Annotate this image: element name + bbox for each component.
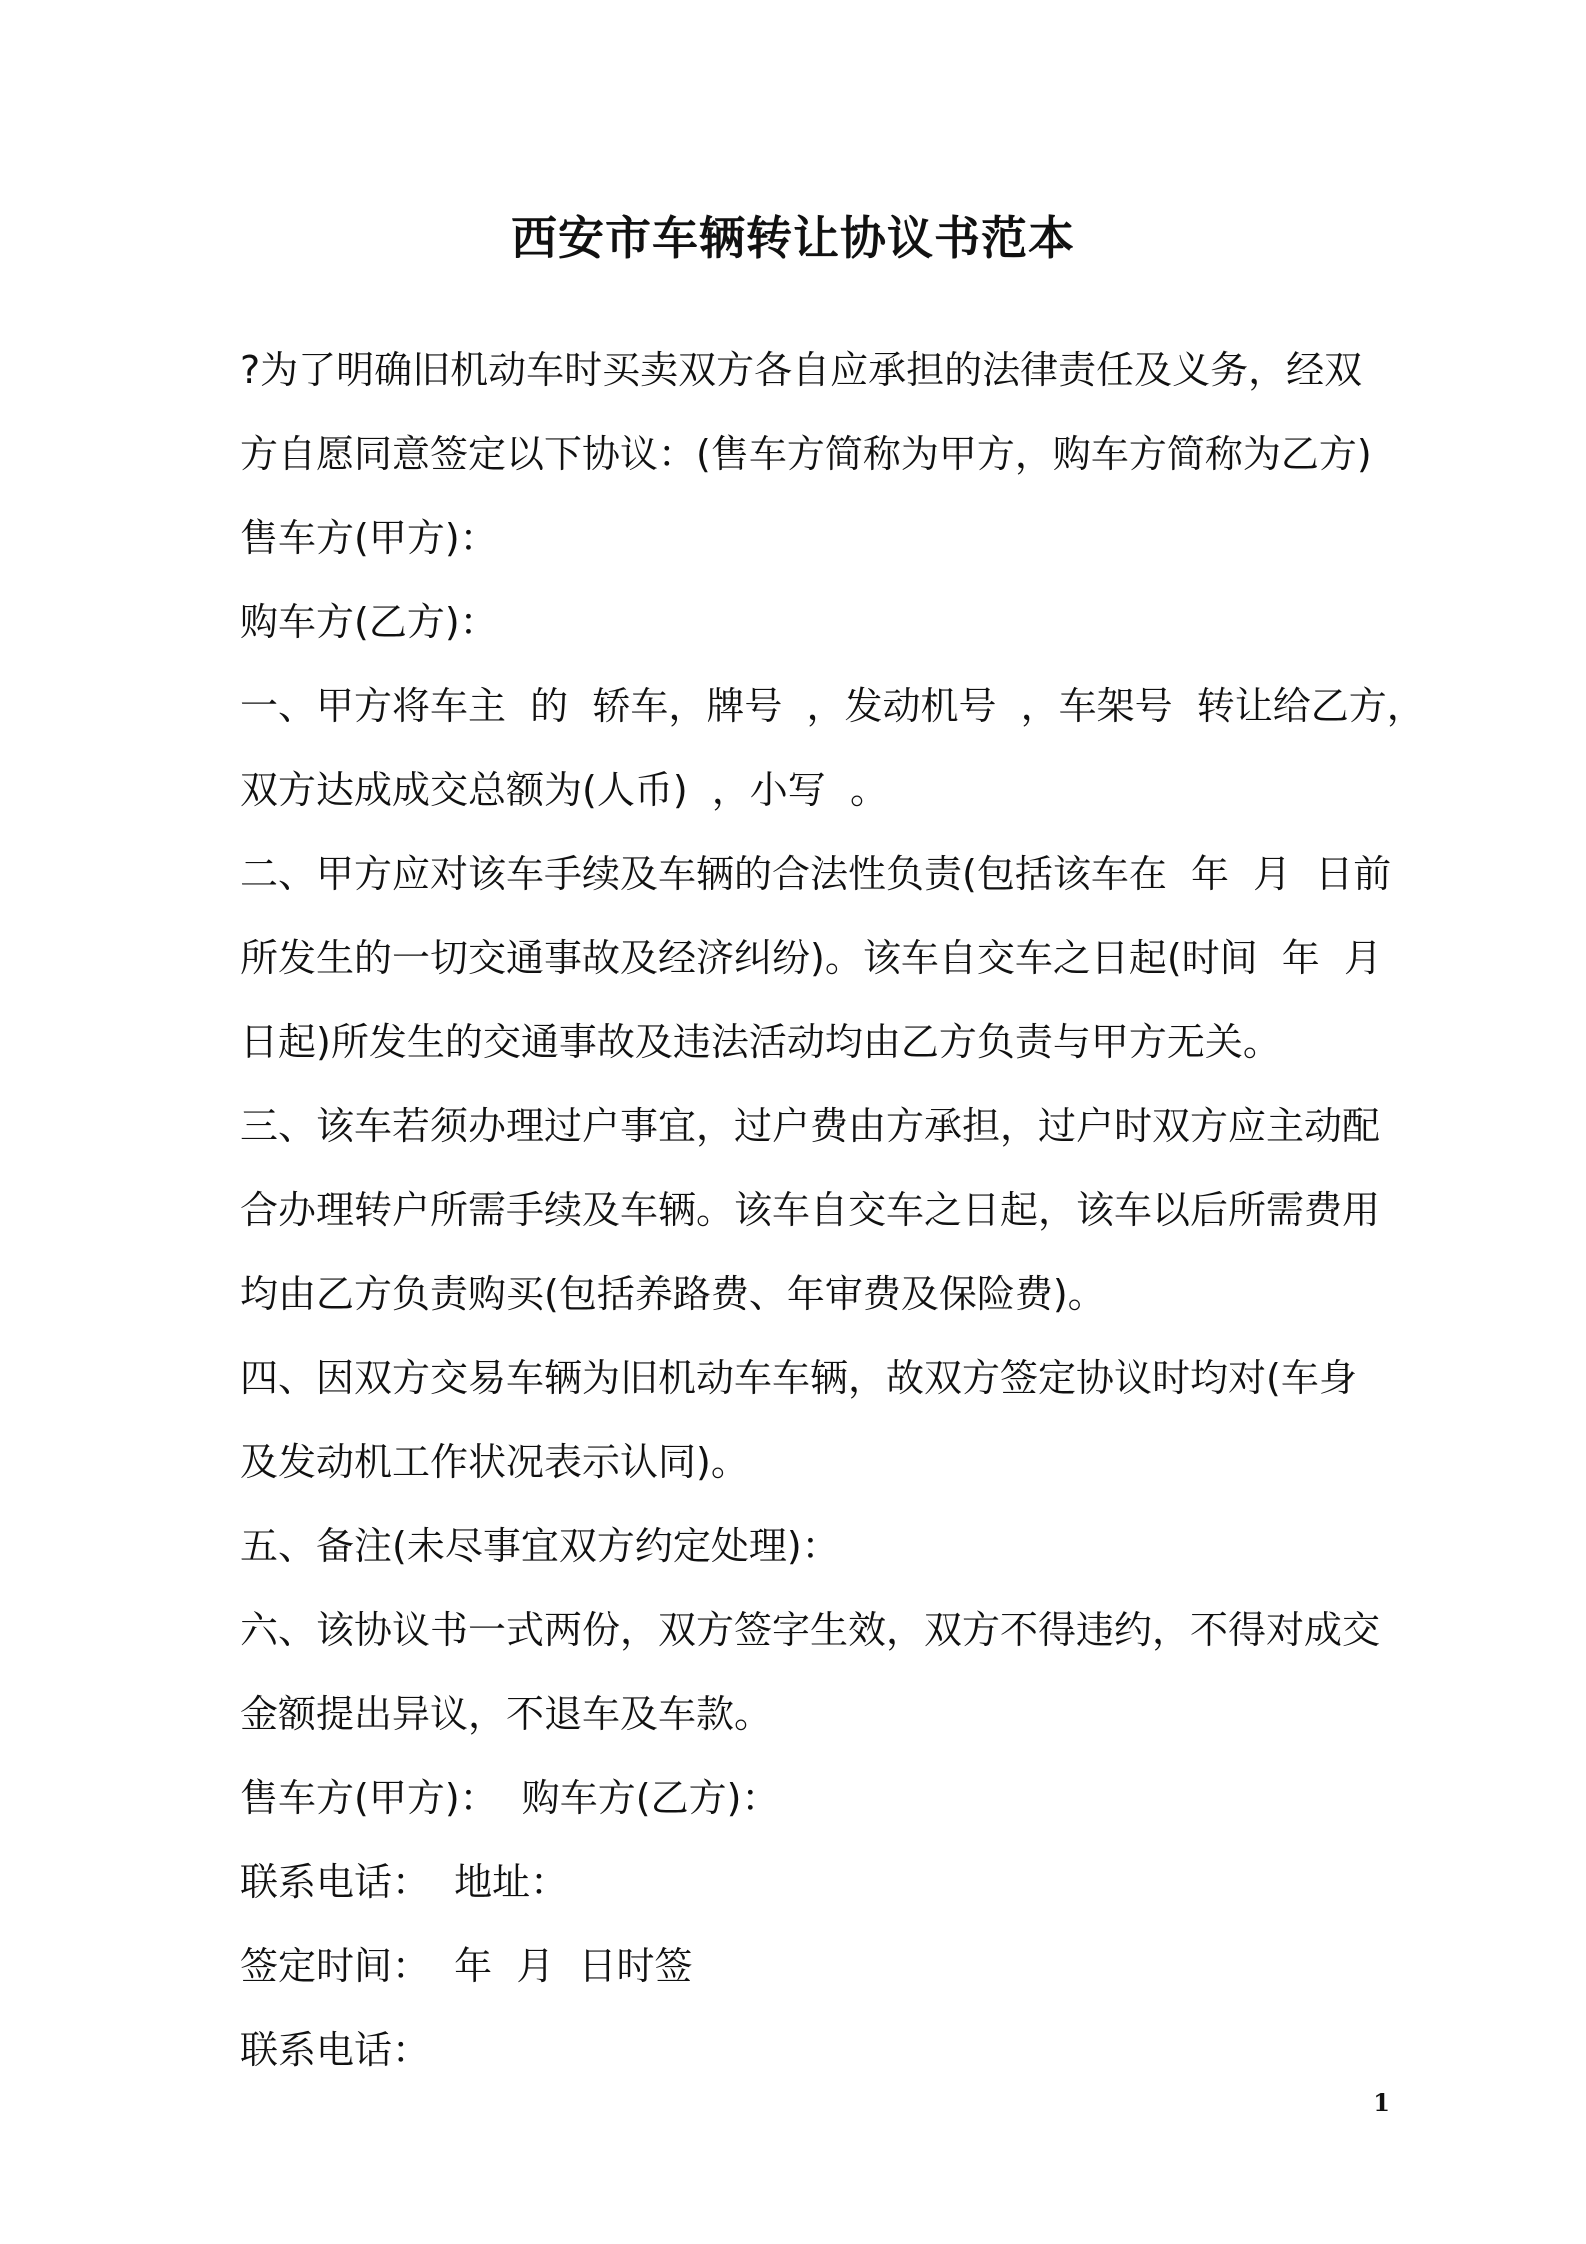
- document-title: 西安市车辆转让协议书范本: [511, 211, 1075, 265]
- body-line: 日起)所发生的交通事故及违法活动均由乙方负责与甲方无关。: [240, 1020, 1281, 1064]
- body-line: 四、因双方交易车辆为旧机动车车辆，故双方签定协议时均对(车身: [240, 1356, 1357, 1400]
- body-line: 售车方(甲方)： 购车方(乙方)：: [240, 1776, 780, 1820]
- body-line: 五、备注(未尽事宜双方约定处理)：: [240, 1524, 840, 1568]
- body-line: 购车方(乙方)：: [240, 600, 498, 644]
- body-line: 所发生的一切交通事故及经济纠纷)。该车自交车之日起(时间 年 月: [240, 936, 1382, 980]
- body-line: 三、该车若须办理过户事宜，过户费由方承担，过户时双方应主动配: [240, 1104, 1381, 1148]
- page-number: 1: [1373, 2088, 1390, 2117]
- body-line: 金额提出异议，不退车及车款。: [240, 1692, 773, 1736]
- body-line: 售车方(甲方)：: [240, 516, 498, 560]
- body-line: 方自愿同意签定以下协议：(售车方简称为甲方，购车方简称为乙方): [240, 432, 1372, 476]
- body-line: ?为了明确旧机动车时买卖双方各自应承担的法律责任及义务，经双: [240, 348, 1363, 392]
- body-line: 及发动机工作状况表示认同)。: [240, 1440, 749, 1484]
- body-line: 一、甲方将车主 的 轿车，牌号 ，发动机号 ，车架号 转让给乙方，: [240, 684, 1425, 728]
- body-line: 签定时间： 年 月 日时签: [240, 1944, 693, 1988]
- document-body: [240, 328, 1425, 2092]
- body-line: 双方达成成交总额为(人币) ，小写 。: [240, 768, 888, 812]
- body-line: 均由乙方负责购买(包括养路费、年审费及保险费)。: [240, 1272, 1106, 1316]
- body-line: 联系电话： 地址：: [240, 1860, 569, 1904]
- body-line: 六、该协议书一式两份，双方签字生效，双方不得违约，不得对成交: [240, 1608, 1381, 1652]
- body-line: 二、甲方应对该车手续及车辆的合法性负责(包括该车在 年 月 日前: [240, 852, 1392, 896]
- body-line: 合办理转户所需手续及车辆。该车自交车之日起，该车以后所需费用: [240, 1188, 1381, 1232]
- body-line: 联系电话：: [240, 2028, 431, 2072]
